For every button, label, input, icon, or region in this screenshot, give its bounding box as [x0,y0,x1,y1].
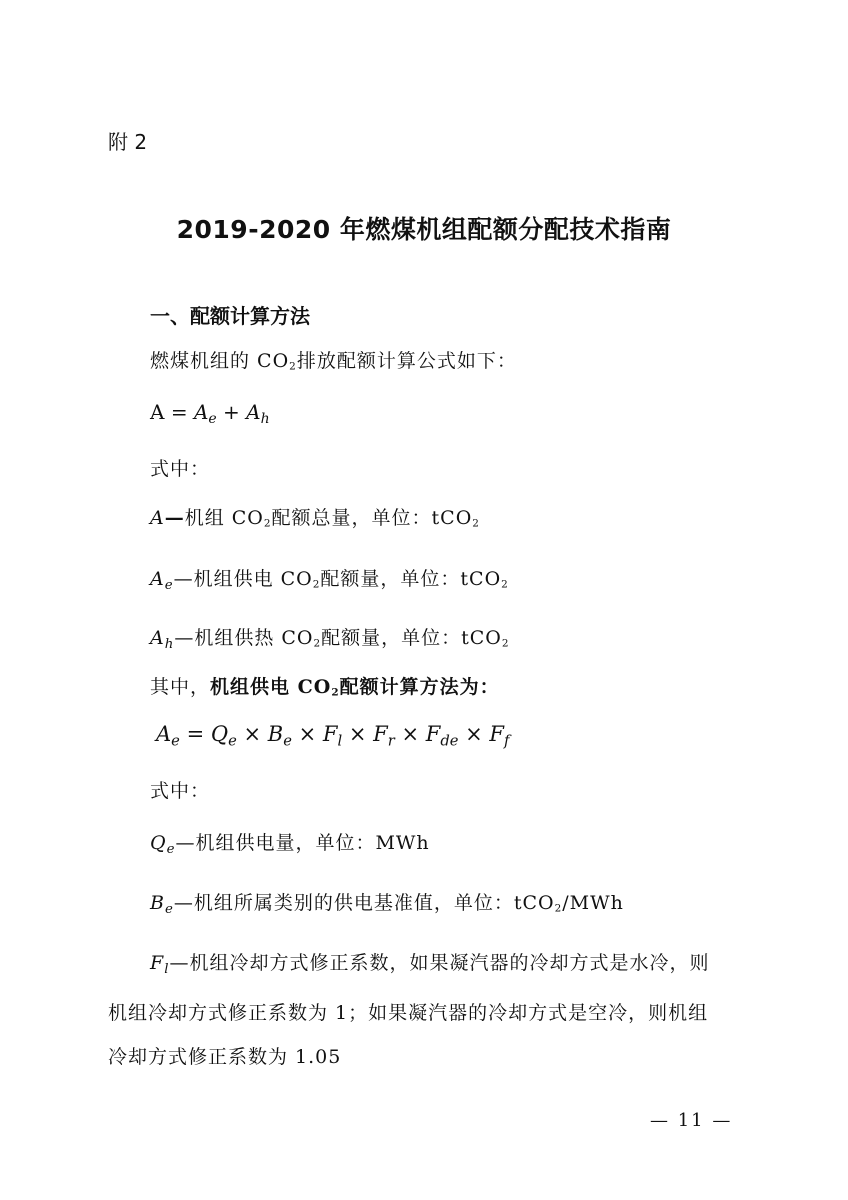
def-fl-symbol: F [150,952,165,974]
formula2-term-fde-sub: de [440,732,459,750]
formula2-times-1: × [243,722,262,746]
formula1-eq: = [170,400,188,424]
formula2-lhs-sub: e [171,732,180,750]
definition-fl-line3: 冷却方式修正系数为 1.05 [108,1046,342,1068]
def-fl-symbol-sub: l [164,961,170,977]
def-ah-unit-sub: 2 [501,637,510,650]
formula2-term-fr: F [373,722,388,746]
def-ae-text-before: 机组供电 CO [193,568,313,590]
def-be-dash: — [173,892,194,914]
supply-intro-bold-before: 机组供电 CO [210,676,332,698]
formula2-term-ff: F [489,722,504,746]
def-ae-symbol: A [150,568,165,590]
supply-intro-sub: 2 [331,686,340,699]
page-footer [650,1110,732,1131]
def-fl-line1-text: 机组冷却方式修正系数，如果凝汽器的冷却方式是水冷，则 [189,952,710,974]
page-number: 11 [677,1110,705,1131]
formula2-times-2: × [298,722,317,746]
definition-ah [150,623,510,650]
formula1-term2-sub: h [260,411,270,428]
def-qe-text: 机组供电量，单位：MWh [195,832,430,854]
def-qe-symbol: Q [150,832,167,854]
formula2-times-4: × [401,722,420,746]
def-be-text-before: 机组所属类别的供电基准值，单位：tCO [193,892,555,914]
definition-ae [150,564,509,591]
supply-intro-plain: 其中， [150,676,211,698]
formula1-term1: A [193,400,209,424]
def-ae-text-after: 配额量，单位：tCO [320,568,502,590]
definition-be [150,888,624,915]
intro-paragraph [150,346,517,373]
supply-formula [156,722,510,750]
formula2-term-fr-sub: r [387,732,395,750]
formula2-lhs: A [156,722,172,746]
def-be-symbol: B [150,892,165,914]
definition-fl-line2: 机组冷却方式修正系数为 1；如果凝汽器的冷却方式是空冷，则机组 [108,1002,709,1024]
intro-text-after: 排放配额计算公式如下： [296,350,517,372]
def-fl-dash: — [169,952,190,974]
formula2-eq: = [186,722,205,746]
formula2-term-be-sub: e [283,732,292,750]
def-a-sub: 2 [263,517,272,530]
def-ah-symbol: A [150,627,165,649]
def-a-symbol: A [150,507,165,529]
formula2-term-fde: F [425,722,441,746]
formula2-term-qe: Q [210,722,229,746]
definition-fl-line1 [150,948,709,975]
def-be-unit-sub: 2 [554,902,563,915]
footer-dash-left: — [650,1110,670,1131]
def-a-text-after: 配额总量，单位：tCO [271,507,473,529]
allocation-formula [150,400,270,428]
def-ah-dash: — [174,627,195,649]
def-be-symbol-sub: e [164,901,174,917]
annex-label: 附 2 [108,130,148,154]
formula1-term2: A [246,400,261,424]
where-label-1: 式中： [150,458,211,480]
formula2-times-5: × [465,722,483,746]
footer-dash-right: — [712,1110,733,1131]
def-be-text-after: /MWh [562,892,624,914]
def-ah-text-before: 机组供热 CO [194,627,314,649]
where-label-2: 式中： [150,780,211,802]
supply-intro [150,672,500,699]
def-qe-dash: — [175,832,196,854]
def-ae-dash: — [173,568,194,590]
def-ah-symbol-sub: h [164,636,175,652]
section-heading: 一、配额计算方法 [150,304,310,328]
formula2-term-be: B [267,722,284,746]
page-title: 2019-2020 年燃煤机组配额分配技术指南 [176,215,672,244]
def-a-unit-sub: 2 [472,517,480,530]
def-ae-unit-sub: 2 [501,578,509,591]
def-ae-symbol-sub: e [164,577,174,593]
def-ah-text-after: 配额量，单位：tCO [321,627,502,649]
formula2-term-qe-sub: e [228,732,237,750]
intro-subscript: 2 [289,360,297,373]
def-ae-sub: 2 [312,578,321,591]
formula2-term-fl: F [322,722,338,746]
def-qe-symbol-sub: e [166,841,176,857]
formula1-plus: + [223,400,240,424]
def-a-text-before: 机组 CO [184,507,264,529]
formula2-term-ff-sub: f [504,732,510,750]
formula1-lhs: A [150,400,165,424]
intro-text-before: 燃煤机组的 CO [150,350,290,372]
supply-intro-bold-after: 配额计算方法为： [339,676,500,698]
formula2-times-3: × [348,722,367,746]
formula2-term-fl-sub: l [337,732,343,750]
definition-a [150,503,480,530]
formula1-term1-sub: e [208,411,217,428]
def-a-dash: — [164,507,185,529]
def-ah-sub: 2 [313,637,322,650]
definition-qe [150,828,430,855]
